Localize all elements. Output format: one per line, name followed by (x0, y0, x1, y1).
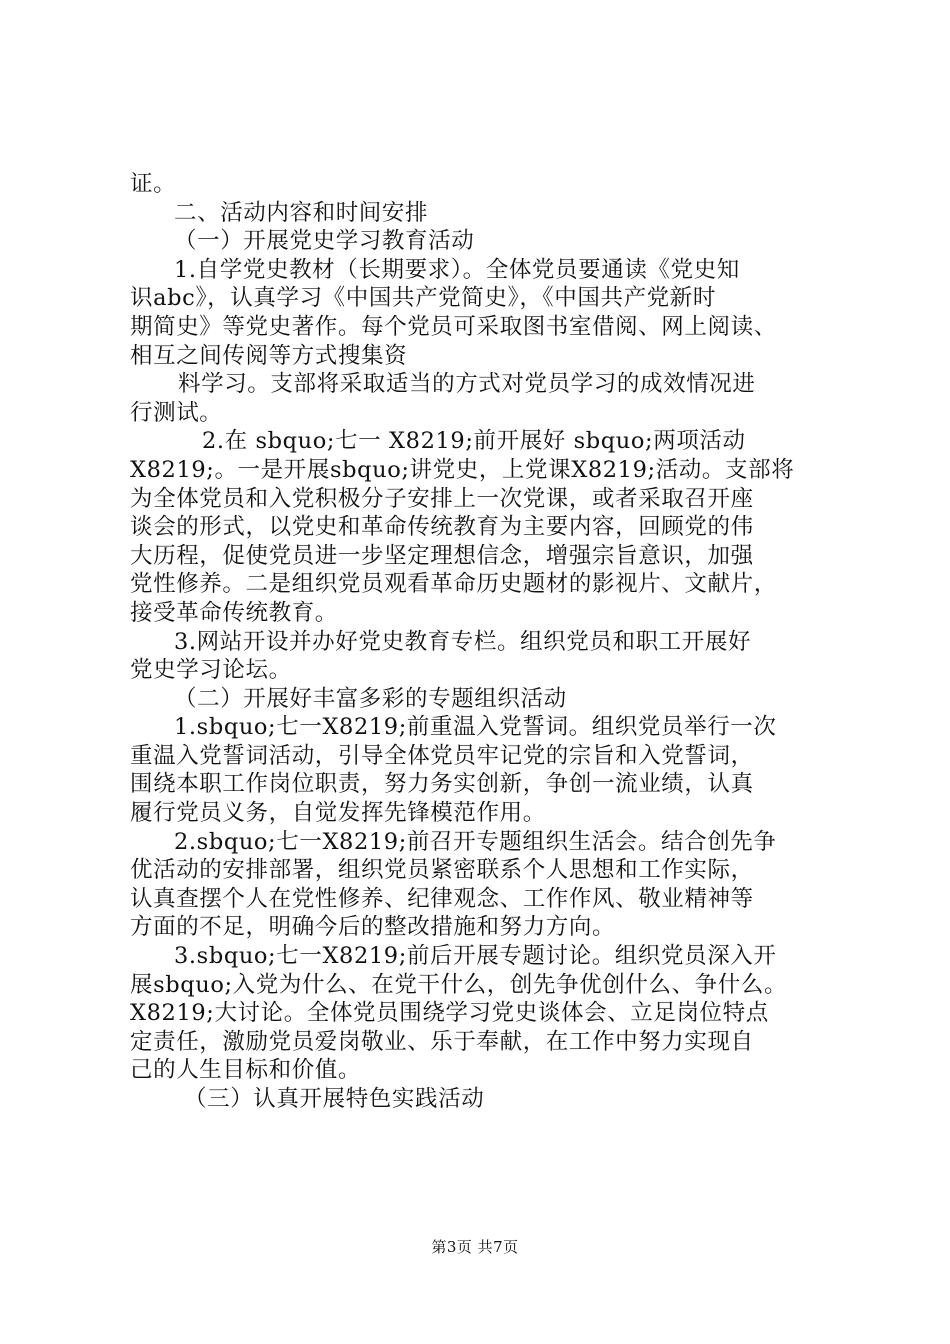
text-line: 展sbquo;入党为什么、在党干什么，创先争优创什么、争什么。 (130, 971, 788, 998)
text-line: 大历程，促使党员进一步坚定理想信念，增强宗旨意识，加强 (130, 542, 754, 569)
text-line: 方面的不足，明确今后的整改措施和努力方向。 (130, 914, 616, 941)
document-body (130, 170, 830, 1114)
text-line: 2.sbquo;七一X8219;前召开专题组织生活会。结合创先争 (174, 828, 777, 855)
text-line: 期简史》等党史著作。每个党员可采取图书室借阅、网上阅读、 (130, 313, 777, 340)
text-line: 谈会的形式，以党史和革命传统教育为主要内容，回顾党的伟 (130, 514, 754, 541)
text-line: 重温入党誓词活动，引导全体党员牢记党的宗旨和入党誓词， (130, 742, 754, 769)
text-line: 党史学习论坛。 (130, 657, 292, 684)
page-number-footer: 第3页 共7页 (431, 1238, 519, 1256)
text-line: 3.sbquo;七一X8219;前后开展专题讨论。组织党员深入开 (174, 943, 777, 970)
text-line: 2.在 sbquo;七一 X8219;前开展好 sbquo;两项活动 (202, 428, 746, 455)
text-line: 履行党员义务，自觉发挥先锋模范作用。 (130, 800, 546, 827)
text-line: 1.自学党史教材（长期要求）。全体党员要通读《党史知 (174, 256, 740, 283)
text-line: 识abc》，认真学习《中国共产党简史》，《中国共产党新时 (130, 285, 716, 312)
text-line: 3.网站开设并办好党史教育专栏。组织党员和职工开展好 (174, 628, 752, 655)
text-line: 围绕本职工作岗位职责，努力务实创新，争创一流业绩，认真 (130, 771, 754, 798)
text-line: 证。 (130, 171, 177, 197)
text-line: 党性修养。二是组织党员观看革命历史题材的影视片、文献片， (130, 571, 777, 598)
text-line: 为全体党员和入党积极分子安排上一次党课，或者采取召开座 (130, 485, 754, 512)
text-line: X8219;大讨论。全体党员围绕学习党史谈体会、立足岗位特点 (130, 1000, 769, 1027)
subsection-heading: （三）认真开展特色实践活动 (184, 1086, 485, 1112)
text-line: 料学习。支部将采取适当的方式对党员学习的成效情况进 (178, 371, 756, 398)
text-line: 己的人生目标和价值。 (130, 1057, 362, 1084)
text-line: 优活动的安排部署，组织党员紧密联系个人思想和工作实际， (130, 857, 754, 884)
text-line: 定责任，激励党员爱岗敬业、乐于奉献，在工作中努力实现自 (130, 1028, 754, 1055)
text-line: 行测试。 (130, 399, 223, 426)
subsection-heading: （一）开展党史学习教育活动 (174, 228, 475, 255)
text-line: X8219;。一是开展sbquo;讲党史，上党课X8219;活动。支部将 (130, 456, 795, 483)
subsection-heading: （二）开展好丰富多彩的专题组织活动 (174, 685, 567, 712)
text-line: 认真查摆个人在党性修养、纪律观念、工作作风、敬业精神等 (130, 885, 754, 912)
section-heading: 二、活动内容和时间安排 (174, 199, 429, 226)
text-line: 接受革命传统教育。 (130, 599, 338, 626)
text-line: 1.sbquo;七一X8219;前重温入党誓词。组织党员举行一次 (174, 714, 777, 741)
text-line: 相互之间传阅等方式搜集资 (130, 342, 408, 369)
